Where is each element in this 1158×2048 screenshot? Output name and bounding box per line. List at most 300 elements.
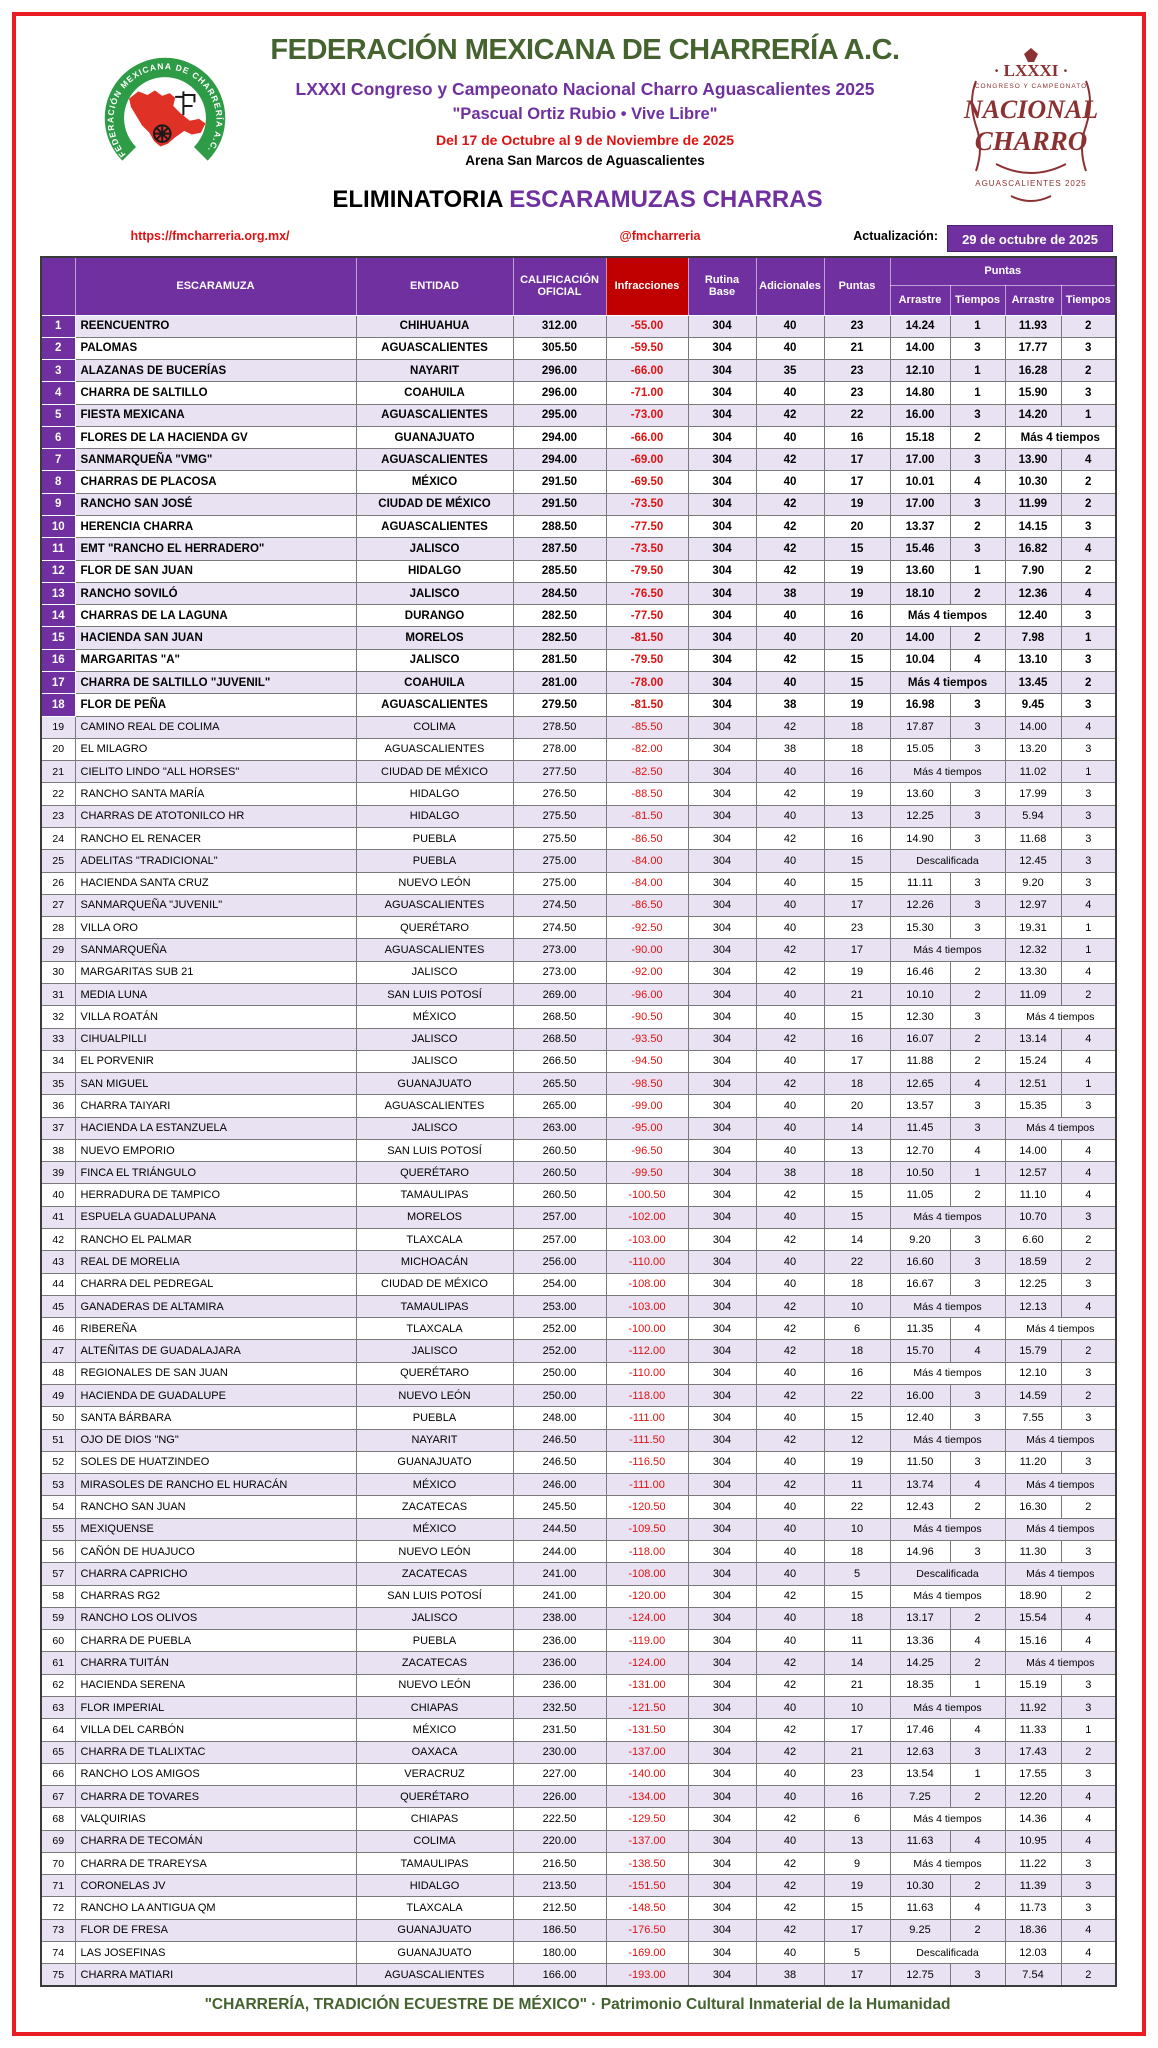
adicionales-cell: 40 xyxy=(756,672,824,694)
puntas-cell: 18 xyxy=(824,1162,890,1184)
merged-status-cell: Más 4 tiempos xyxy=(1005,1652,1116,1674)
escaramuza-cell: MEDIA LUNA xyxy=(75,983,356,1005)
escaramuza-cell: EL PORVENIR xyxy=(75,1050,356,1072)
social-handle[interactable]: @fmcharreria xyxy=(619,229,701,243)
table-row xyxy=(41,1942,1116,1964)
arrastre-cell: 10.04 xyxy=(890,649,950,671)
infracciones-cell: -86.50 xyxy=(606,827,688,849)
puntas-cell: 23 xyxy=(824,360,890,382)
tiempos-cell: 2 xyxy=(950,516,1005,538)
tiempos-cell: 3 xyxy=(1061,337,1116,359)
escaramuza-cell: CHARRAS DE ATOTONILCO HR xyxy=(75,805,356,827)
arrastre-cell: 12.03 xyxy=(1005,1942,1061,1964)
entidad-cell: SAN LUIS POTOSÍ xyxy=(356,1139,513,1161)
calificacion-cell: 273.00 xyxy=(513,961,606,983)
rutina-base-cell: 304 xyxy=(688,1496,756,1518)
calificacion-cell: 241.00 xyxy=(513,1585,606,1607)
puntas-cell: 18 xyxy=(824,1540,890,1562)
entidad-cell: CHIAPAS xyxy=(356,1808,513,1830)
arrastre-cell: 10.70 xyxy=(1005,1206,1061,1228)
arrastre-cell: 13.14 xyxy=(1005,1028,1061,1050)
rank-cell: 38 xyxy=(41,1139,75,1161)
rutina-base-cell: 304 xyxy=(688,1295,756,1317)
rutina-base-cell: 304 xyxy=(688,582,756,604)
table-row xyxy=(41,1184,1116,1206)
arrastre-cell: 12.63 xyxy=(890,1741,950,1763)
tiempos-cell: 3 xyxy=(1061,1206,1116,1228)
arrastre-cell: 12.25 xyxy=(890,805,950,827)
escaramuza-cell: HERENCIA CHARRA xyxy=(75,516,356,538)
logo-congreso: CONGRESO Y CAMPEONATO xyxy=(974,83,1088,90)
escaramuza-cell: SANMARQUEÑA xyxy=(75,939,356,961)
entidad-cell: MÉXICO xyxy=(356,471,513,493)
entidad-cell: HIDALGO xyxy=(356,1875,513,1897)
infracciones-cell: -138.50 xyxy=(606,1852,688,1874)
rank-cell: 9 xyxy=(41,493,75,515)
calificacion-cell: 250.00 xyxy=(513,1385,606,1407)
rutina-base-cell: 304 xyxy=(688,1050,756,1072)
calificacion-cell: 275.00 xyxy=(513,850,606,872)
tiempos-cell: 3 xyxy=(1061,1362,1116,1384)
tiempos-cell: 3 xyxy=(1061,1451,1116,1473)
tiempos-cell: 4 xyxy=(950,649,1005,671)
arrastre-cell: 17.55 xyxy=(1005,1763,1061,1785)
rank-cell: 1 xyxy=(41,315,75,337)
calificacion-cell: 288.50 xyxy=(513,516,606,538)
calificacion-cell: 246.00 xyxy=(513,1474,606,1496)
puntas-cell: 21 xyxy=(824,337,890,359)
infracciones-cell: -116.50 xyxy=(606,1451,688,1473)
adicionales-cell: 42 xyxy=(756,516,824,538)
entidad-cell: JALISCO xyxy=(356,1050,513,1072)
puntas-cell: 23 xyxy=(824,382,890,404)
rank-cell: 21 xyxy=(41,761,75,783)
tiempos-cell: 2 xyxy=(950,426,1005,448)
puntas-cell: 15 xyxy=(824,1184,890,1206)
adicionales-cell: 40 xyxy=(756,1451,824,1473)
adicionales-cell: 42 xyxy=(756,404,824,426)
puntas-cell: 19 xyxy=(824,961,890,983)
calificacion-cell: 266.50 xyxy=(513,1050,606,1072)
puntas-cell: 5 xyxy=(824,1942,890,1964)
merged-status-cell: Más 4 tiempos xyxy=(1005,1518,1116,1540)
infracciones-cell: -108.00 xyxy=(606,1563,688,1585)
tiempos-cell: 2 xyxy=(950,961,1005,983)
tiempos-cell: 2 xyxy=(950,1919,1005,1941)
arrastre-cell: 16.07 xyxy=(890,1028,950,1050)
puntas-cell: 18 xyxy=(824,1340,890,1362)
table-row xyxy=(41,694,1116,716)
merged-status-cell: Más 4 tiempos xyxy=(890,605,1005,627)
tiempos-cell: 2 xyxy=(1061,360,1116,382)
rutina-base-cell: 304 xyxy=(688,1518,756,1540)
escaramuza-cell: ALTEÑITAS DE GUADALAJARA xyxy=(75,1340,356,1362)
adicionales-cell: 42 xyxy=(756,1429,824,1451)
rutina-base-cell: 304 xyxy=(688,761,756,783)
table-row xyxy=(41,1674,1116,1696)
merged-status-cell: Más 4 tiempos xyxy=(890,1295,1005,1317)
tiempos-cell: 4 xyxy=(950,1719,1005,1741)
adicionales-cell: 38 xyxy=(756,694,824,716)
table-row xyxy=(41,382,1116,404)
merged-status-cell: Más 4 tiempos xyxy=(1005,1318,1116,1340)
adicionales-cell: 40 xyxy=(756,872,824,894)
rutina-base-cell: 304 xyxy=(688,1763,756,1785)
rutina-base-cell: 304 xyxy=(688,1162,756,1184)
entidad-cell: MÉXICO xyxy=(356,1006,513,1028)
infracciones-cell: -148.50 xyxy=(606,1897,688,1919)
rutina-base-cell: 304 xyxy=(688,1139,756,1161)
infracciones-cell: -99.00 xyxy=(606,1095,688,1117)
adicionales-cell: 40 xyxy=(756,1139,824,1161)
infracciones-cell: -77.50 xyxy=(606,605,688,627)
arrastre-cell: 13.20 xyxy=(1005,738,1061,760)
calificacion-cell: 248.00 xyxy=(513,1407,606,1429)
adicionales-cell: 42 xyxy=(756,1852,824,1874)
infracciones-cell: -81.50 xyxy=(606,694,688,716)
table-row xyxy=(41,449,1116,471)
calificacion-cell: 274.50 xyxy=(513,917,606,939)
adicionales-cell: 42 xyxy=(756,1808,824,1830)
escaramuza-cell: FLOR DE PEÑA xyxy=(75,694,356,716)
rutina-base-cell: 304 xyxy=(688,983,756,1005)
puntas-cell: 19 xyxy=(824,1875,890,1897)
entidad-cell: MÉXICO xyxy=(356,1518,513,1540)
update-label: Actualización: xyxy=(853,229,938,243)
arrastre2-header: Arrastre xyxy=(1005,285,1061,315)
entidad-cell: DURANGO xyxy=(356,605,513,627)
infracciones-cell: -98.50 xyxy=(606,1073,688,1095)
puntas-cell: 5 xyxy=(824,1563,890,1585)
table-row xyxy=(41,1585,1116,1607)
puntas-cell: 19 xyxy=(824,560,890,582)
calificacion-cell: 238.00 xyxy=(513,1607,606,1629)
calificacion-cell: 227.00 xyxy=(513,1763,606,1785)
calificacion-cell: 275.00 xyxy=(513,872,606,894)
rank-cell: 10 xyxy=(41,516,75,538)
rank-cell: 55 xyxy=(41,1518,75,1540)
escaramuza-cell: FLOR DE FRESA xyxy=(75,1919,356,1941)
calificacion-cell: 213.50 xyxy=(513,1875,606,1897)
infracciones-cell: -66.00 xyxy=(606,360,688,382)
tiempos-cell: 2 xyxy=(1061,1741,1116,1763)
calificacion-cell: 236.00 xyxy=(513,1674,606,1696)
arrastre-cell: 16.00 xyxy=(890,1385,950,1407)
entidad-cell: JALISCO xyxy=(356,1340,513,1362)
calificacion-cell: 282.50 xyxy=(513,627,606,649)
rank-cell: 15 xyxy=(41,627,75,649)
calificacion-cell: 250.00 xyxy=(513,1362,606,1384)
calificacion-cell: 226.00 xyxy=(513,1786,606,1808)
calificacion-cell: 246.50 xyxy=(513,1451,606,1473)
arrastre-cell: 13.17 xyxy=(890,1607,950,1629)
entidad-cell: PUEBLA xyxy=(356,827,513,849)
arrastre-cell: 11.30 xyxy=(1005,1540,1061,1562)
infracciones-cell: -77.50 xyxy=(606,516,688,538)
puntas-cell: 13 xyxy=(824,805,890,827)
arrastre-cell: 12.30 xyxy=(890,1006,950,1028)
event-venue: Arena San Marcos de Aguascalientes xyxy=(465,153,705,168)
calificacion-cell: 274.50 xyxy=(513,894,606,916)
infracciones-cell: -94.50 xyxy=(606,1050,688,1072)
table-row xyxy=(41,1429,1116,1451)
tiempos-cell: 3 xyxy=(950,827,1005,849)
table-row xyxy=(41,961,1116,983)
puntas-cell: 19 xyxy=(824,694,890,716)
logo-charro: CHARRO xyxy=(974,126,1088,156)
tiempos-cell: 3 xyxy=(950,1385,1005,1407)
calificacion-cell: 276.50 xyxy=(513,783,606,805)
calificacion-cell: 244.50 xyxy=(513,1518,606,1540)
table-row xyxy=(41,1206,1116,1228)
rutina-base-cell: 304 xyxy=(688,827,756,849)
rutina-base-cell: 304 xyxy=(688,1451,756,1473)
tiempos-cell: 3 xyxy=(950,493,1005,515)
escaramuza-cell: FLOR IMPERIAL xyxy=(75,1696,356,1718)
tiempos-cell: 2 xyxy=(1061,1964,1116,1986)
entidad-cell: OAXACA xyxy=(356,1741,513,1763)
rutina-base-cell: 304 xyxy=(688,1808,756,1830)
adicionales-cell: 40 xyxy=(756,471,824,493)
adicionales-header: Adicionales xyxy=(756,257,824,315)
website-link[interactable]: https://fmcharreria.org.mx/ xyxy=(130,229,290,243)
rutina-base-cell: 304 xyxy=(688,337,756,359)
tiempos-cell: 3 xyxy=(1061,805,1116,827)
puntas-cell: 10 xyxy=(824,1295,890,1317)
adicionales-cell: 42 xyxy=(756,538,824,560)
arrastre-cell: 15.18 xyxy=(890,426,950,448)
escaramuza-cell: MIRASOLES DE RANCHO EL HURACÁN xyxy=(75,1474,356,1496)
table-row xyxy=(41,1563,1116,1585)
entidad-cell: SAN LUIS POTOSÍ xyxy=(356,983,513,1005)
calificacion-cell: 265.00 xyxy=(513,1095,606,1117)
merged-status-cell: Más 4 tiempos xyxy=(890,1518,1005,1540)
rank-cell: 29 xyxy=(41,939,75,961)
escaramuza-header: ESCARAMUZA xyxy=(75,257,356,315)
tiempos-cell: 3 xyxy=(1061,783,1116,805)
tiempos-cell: 2 xyxy=(950,983,1005,1005)
merged-status-cell: Más 4 tiempos xyxy=(890,1852,1005,1874)
calificacion-cell: 166.00 xyxy=(513,1964,606,1986)
arrastre-cell: 13.60 xyxy=(890,560,950,582)
arrastre-cell: 7.25 xyxy=(890,1786,950,1808)
table-row xyxy=(41,627,1116,649)
tiempos-cell: 3 xyxy=(1061,516,1116,538)
tiempos-cell: 2 xyxy=(950,1028,1005,1050)
arrastre-cell: 15.90 xyxy=(1005,382,1061,404)
entidad-cell: NUEVO LEÓN xyxy=(356,1674,513,1696)
adicionales-cell: 40 xyxy=(756,1050,824,1072)
calificacion-cell: 260.50 xyxy=(513,1139,606,1161)
adicionales-cell: 42 xyxy=(756,449,824,471)
table-row xyxy=(41,1897,1116,1919)
tiempos-cell: 1 xyxy=(1061,1073,1116,1095)
entidad-cell: HIDALGO xyxy=(356,805,513,827)
rank-cell: 4 xyxy=(41,382,75,404)
results-table-container xyxy=(40,256,1117,1987)
rutina-base-cell: 304 xyxy=(688,382,756,404)
entidad-cell: JALISCO xyxy=(356,538,513,560)
adicionales-cell: 40 xyxy=(756,1362,824,1384)
tiempos-cell: 4 xyxy=(950,1318,1005,1340)
tiempos-cell: 3 xyxy=(1061,1763,1116,1785)
entidad-cell: COAHUILA xyxy=(356,672,513,694)
arrastre-cell: 16.28 xyxy=(1005,360,1061,382)
rutina-base-cell: 304 xyxy=(688,1942,756,1964)
puntas-cell: 15 xyxy=(824,672,890,694)
puntas-cell: 18 xyxy=(824,1273,890,1295)
calificacion-cell: 278.00 xyxy=(513,738,606,760)
table-row xyxy=(41,917,1116,939)
escaramuza-cell: MEXIQUENSE xyxy=(75,1518,356,1540)
calificacion-cell: 252.00 xyxy=(513,1318,606,1340)
entidad-cell: CIUDAD DE MÉXICO xyxy=(356,493,513,515)
calificacion-cell: 216.50 xyxy=(513,1852,606,1874)
rutina-base-cell: 304 xyxy=(688,1563,756,1585)
tiempos-cell: 2 xyxy=(1061,493,1116,515)
escaramuza-cell: HACIENDA LA ESTANZUELA xyxy=(75,1117,356,1139)
infracciones-cell: -120.00 xyxy=(606,1585,688,1607)
arrastre-cell: 15.46 xyxy=(890,538,950,560)
arrastre-cell: 17.77 xyxy=(1005,337,1061,359)
rutina-base-cell: 304 xyxy=(688,1318,756,1340)
rutina-base-cell: 304 xyxy=(688,939,756,961)
adicionales-cell: 38 xyxy=(756,1162,824,1184)
arrastre-cell: 15.70 xyxy=(890,1340,950,1362)
results-table xyxy=(40,256,1117,1987)
tiempos-cell: 4 xyxy=(1061,1808,1116,1830)
infracciones-cell: -110.00 xyxy=(606,1362,688,1384)
tiempos-cell: 4 xyxy=(1061,449,1116,471)
rutina-base-cell: 304 xyxy=(688,471,756,493)
arrastre-cell: 16.30 xyxy=(1005,1496,1061,1518)
arrastre-cell: 16.67 xyxy=(890,1273,950,1295)
entidad-cell: NUEVO LEÓN xyxy=(356,872,513,894)
entidad-cell: VERACRUZ xyxy=(356,1763,513,1785)
tiempos-cell: 3 xyxy=(950,538,1005,560)
entidad-cell: NAYARIT xyxy=(356,360,513,382)
puntas-cell: 20 xyxy=(824,516,890,538)
entidad-cell: SAN LUIS POTOSÍ xyxy=(356,1585,513,1607)
tiempos-cell: 3 xyxy=(1061,649,1116,671)
table-row xyxy=(41,1407,1116,1429)
arrastre-cell: 7.55 xyxy=(1005,1407,1061,1429)
rutina-base-cell: 304 xyxy=(688,716,756,738)
escaramuza-cell: CAÑÓN DE HUAJUCO xyxy=(75,1540,356,1562)
table-row xyxy=(41,1451,1116,1473)
arrastre-cell: 14.24 xyxy=(890,315,950,337)
infracciones-cell: -169.00 xyxy=(606,1942,688,1964)
table-row xyxy=(41,337,1116,359)
rank-header xyxy=(41,257,75,315)
merged-status-cell: Más 4 tiempos xyxy=(890,939,1005,961)
arrastre-cell: 9.20 xyxy=(1005,872,1061,894)
entidad-cell: GUANAJUATO xyxy=(356,1919,513,1941)
tiempos-cell: 2 xyxy=(1061,1385,1116,1407)
entidad-cell: JALISCO xyxy=(356,1117,513,1139)
page-title-purple: ESCARAMUZAS CHARRAS xyxy=(509,186,823,213)
table-row xyxy=(41,1496,1116,1518)
arrastre-cell: 14.25 xyxy=(890,1652,950,1674)
adicionales-cell: 38 xyxy=(756,738,824,760)
tiempos-cell: 1 xyxy=(950,382,1005,404)
tiempos-cell: 2 xyxy=(950,1496,1005,1518)
arrastre-cell: 12.43 xyxy=(890,1496,950,1518)
calificacion-header: CALIFICACIÓN OFICIAL xyxy=(513,257,606,315)
tiempos-cell: 1 xyxy=(950,1162,1005,1184)
arrastre-cell: 19.31 xyxy=(1005,917,1061,939)
tiempos-cell: 3 xyxy=(1061,605,1116,627)
rank-cell: 6 xyxy=(41,426,75,448)
merged-status-cell: Más 4 tiempos xyxy=(1005,1474,1116,1496)
adicionales-cell: 42 xyxy=(756,1385,824,1407)
arrastre-cell: 12.51 xyxy=(1005,1073,1061,1095)
calificacion-cell: 294.00 xyxy=(513,426,606,448)
table-row xyxy=(41,471,1116,493)
infracciones-cell: -73.50 xyxy=(606,538,688,560)
rank-cell: 31 xyxy=(41,983,75,1005)
escaramuza-cell: HACIENDA SERENA xyxy=(75,1674,356,1696)
entidad-cell: QUERÉTARO xyxy=(356,1162,513,1184)
infracciones-cell: -88.50 xyxy=(606,783,688,805)
puntas-cell: 18 xyxy=(824,1073,890,1095)
table-row xyxy=(41,1786,1116,1808)
puntas-cell: 15 xyxy=(824,1206,890,1228)
merged-status-cell: Más 4 tiempos xyxy=(890,1206,1005,1228)
calificacion-cell: 281.00 xyxy=(513,672,606,694)
adicionales-cell: 42 xyxy=(756,1474,824,1496)
rutina-base-cell: 304 xyxy=(688,805,756,827)
escaramuza-cell: FIESTA MEXICANA xyxy=(75,404,356,426)
event-motto: "Pascual Ortiz Rubio • Vive Libre" xyxy=(452,105,718,123)
entidad-cell: AGUASCALIENTES xyxy=(356,404,513,426)
footer-slogan: "CHARRERÍA, TRADICIÓN ECUESTRE DE MÉXICO" · Patrimonio Cultural Inmaterial de la Humanidad xyxy=(204,1996,951,2013)
infracciones-cell: -193.00 xyxy=(606,1964,688,1986)
calificacion-cell: 222.50 xyxy=(513,1808,606,1830)
escaramuza-cell: ESPUELA GUADALUPANA xyxy=(75,1206,356,1228)
adicionales-cell: 40 xyxy=(756,1273,824,1295)
arrastre-cell: 11.33 xyxy=(1005,1719,1061,1741)
puntas-cell: 17 xyxy=(824,939,890,961)
entidad-cell: COAHUILA xyxy=(356,382,513,404)
calificacion-cell: 268.50 xyxy=(513,1006,606,1028)
table-row xyxy=(41,315,1116,337)
calificacion-cell: 275.50 xyxy=(513,827,606,849)
infracciones-cell: -119.00 xyxy=(606,1630,688,1652)
rank-cell: 68 xyxy=(41,1808,75,1830)
rutina-base-cell: 304 xyxy=(688,404,756,426)
puntas-cell: 21 xyxy=(824,1674,890,1696)
arrastre-cell: 11.22 xyxy=(1005,1852,1061,1874)
rank-cell: 40 xyxy=(41,1184,75,1206)
arrastre1-header: Arrastre xyxy=(890,285,950,315)
rank-cell: 67 xyxy=(41,1786,75,1808)
arrastre-cell: 16.82 xyxy=(1005,538,1061,560)
adicionales-cell: 42 xyxy=(756,1585,824,1607)
tiempos-cell: 4 xyxy=(1061,1942,1116,1964)
puntas-cell: 16 xyxy=(824,605,890,627)
entidad-header: ENTIDAD xyxy=(356,257,513,315)
infracciones-cell: -84.00 xyxy=(606,850,688,872)
infracciones-cell: -111.50 xyxy=(606,1429,688,1451)
table-row xyxy=(41,1117,1116,1139)
table-row xyxy=(41,738,1116,760)
rank-cell: 47 xyxy=(41,1340,75,1362)
rutina-base-cell: 304 xyxy=(688,627,756,649)
rank-cell: 49 xyxy=(41,1385,75,1407)
infracciones-cell: -69.00 xyxy=(606,449,688,471)
escaramuza-cell: RANCHO LOS OLIVOS xyxy=(75,1607,356,1629)
